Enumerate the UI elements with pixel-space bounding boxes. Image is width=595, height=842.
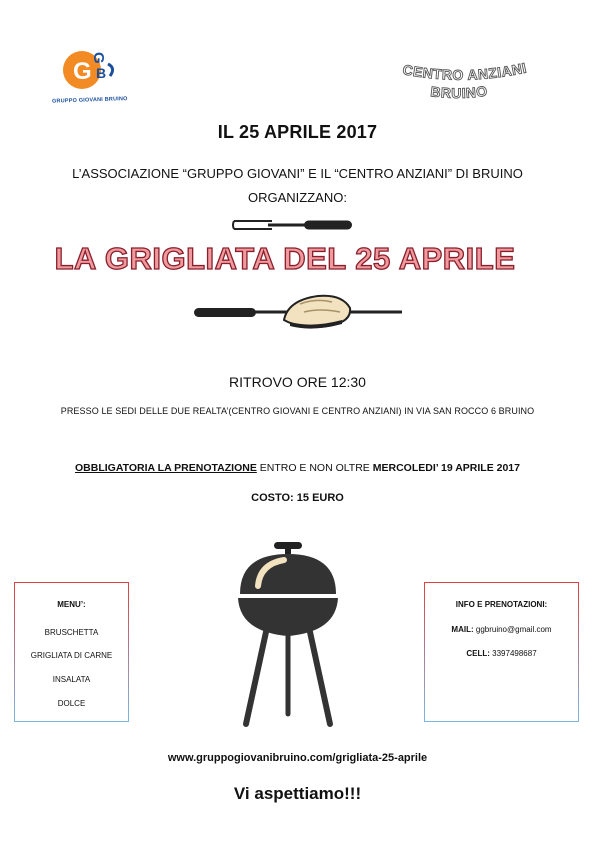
closing-text: Vi aspettiamo!!! [233, 784, 362, 803]
centro-anziani-logo [392, 60, 552, 110]
reservation-deadline-text: ENTRO E NON OLTRE [256, 462, 373, 474]
event-title [0, 236, 595, 282]
menu-item: GRIGLIATA DI CARNE [30, 651, 113, 660]
mail-label: MAIL: [451, 625, 474, 634]
organizzano-label: ORGANIZZANO: [248, 190, 347, 205]
event-url-link[interactable]: www.gruppogiovanibruino.com/grigliata-25-aprile [167, 752, 428, 764]
ritrovo-time: RITROVO ORE 12:30 [229, 374, 366, 390]
location-line: PRESSO LE SEDI DELLE DUE REALTA’(CENTRO GIOVANI E CENTRO ANZIANI) IN VIA SAN ROCCO 6 BRUINO [60, 406, 535, 416]
reservation-deadline-date: MERCOLEDI’ 19 APRILE 2017 [372, 462, 520, 474]
centro-line1: CENTRO ANZIANI [401, 60, 529, 83]
kettle-grill-icon [218, 536, 358, 728]
logo-caption: GRUPPO GIOVANI BRUINO [51, 96, 128, 105]
cell-value: 3397498687 [489, 649, 537, 658]
menu-item: INSALATA [52, 675, 91, 684]
svg-text:G: G [73, 58, 92, 85]
centro-line2: BRUINO [429, 82, 489, 102]
info-title: INFO E PRENOTAZIONI: [455, 600, 548, 609]
cost-line: COSTO: 15 EURO [251, 492, 344, 504]
svg-text:BRUINO [430, 83, 489, 101]
meat-skewer-icon [192, 290, 404, 332]
event-date-title: IL 25 APRILE 2017 [217, 122, 378, 142]
menu-item: BRUSCHETTA [44, 628, 99, 637]
reservation-line [0, 462, 595, 474]
menu-item: DOLCE [57, 699, 86, 708]
menu-title: MENU’: [57, 600, 86, 609]
reservation-required: OBBLIGATORIA LA PRENOTAZIONE [75, 462, 257, 474]
association-line: L’ASSOCIAZIONE “GRUPPO GIOVANI” E IL “CENTRO ANZIANI” DI BRUINO [72, 166, 523, 181]
svg-text:G: G [90, 52, 107, 64]
info-cell [425, 649, 578, 658]
mail-value[interactable]: ggbruino@gmail.com [473, 625, 552, 634]
svg-text:B: B [96, 65, 107, 81]
event-title-text: LA GRIGLIATA DEL 25 APRILE [54, 241, 516, 276]
grill-fork-icon [232, 218, 354, 232]
cell-label: CELL: [466, 649, 490, 658]
menu-box [14, 582, 129, 722]
info-mail [425, 625, 578, 634]
svg-text:CENTRO ANZIANI [401, 60, 528, 83]
info-box [424, 582, 579, 722]
